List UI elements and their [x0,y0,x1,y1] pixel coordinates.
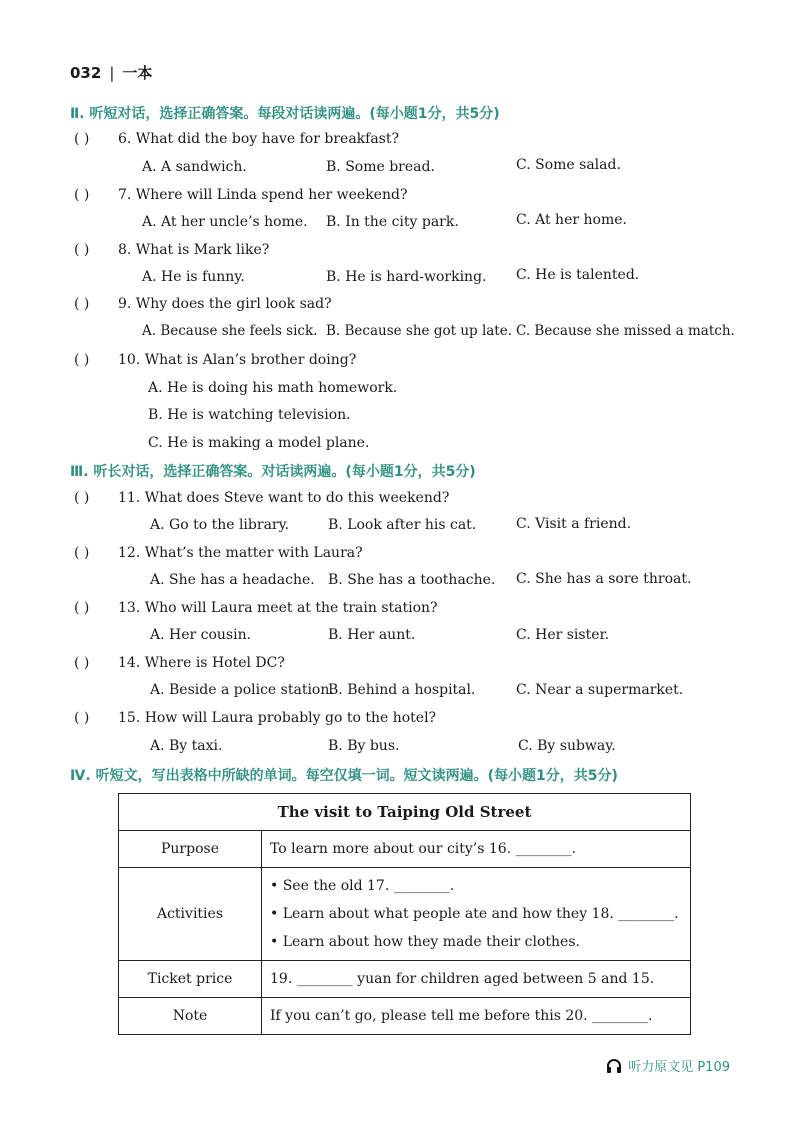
section-title-4: Ⅳ. 听短文，写出表格中所缺的单词。每空仅填一词。短文读两遍。(每小题1分，共5分) [70,768,618,784]
activity-3: • Learn about how they made their clothes. [270,934,580,950]
question-6: 6. What did the boy have for breakfast? [118,131,399,147]
activities-cell [262,868,691,961]
option-6b: B. Some bread. [326,159,435,175]
option-7b: B. In the city park. [326,214,459,230]
option-8a: A. He is funny. [142,269,245,285]
question-13: 13. Who will Laura meet at the train station? [118,600,438,616]
question-8: 8. What is Mark like? [118,242,270,258]
option-13b: B. Her aunt. [328,627,416,643]
activity-2[interactable]: • Learn about what people ate and how they 18. ________. [270,906,679,922]
option-11a: A. Go to the library. [150,517,290,533]
purpose-label: Purpose [119,831,262,868]
option-10b: B. He is watching television. [148,407,351,423]
section-title-3: Ⅲ. 听长对话，选择正确答案。对话读两遍。(每小题1分，共5分) [70,464,476,480]
option-12a: A. She has a headache. [150,572,315,588]
option-6c: C. Some salad. [516,157,621,173]
note-label: Note [119,998,262,1035]
option-14a: A. Beside a police station. [150,682,334,698]
page-header [70,62,152,83]
option-14b: B. Behind a hospital. [328,682,476,698]
page-number: 032 [70,64,102,82]
question-14: 14. Where is Hotel DC? [118,655,285,671]
option-6a: A. A sandwich. [142,159,247,175]
option-8b: B. He is hard-working. [326,269,487,285]
option-7c: C. At her home. [516,212,627,228]
answer-blank[interactable]: ( ) [74,242,90,258]
answer-blank[interactable]: ( ) [74,131,90,147]
option-15c: C. By subway. [518,738,616,754]
option-7a: A. At her uncle’s home. [142,214,308,230]
answer-blank[interactable]: ( ) [74,655,90,671]
option-13a: A. Her cousin. [150,627,252,643]
footer-reference [606,1056,730,1075]
section-title-2: Ⅱ. 听短对话，选择正确答案。每段对话读两遍。(每小题1分，共5分) [70,106,500,122]
headphones-icon [606,1058,622,1074]
option-11b: B. Look after his cat. [328,517,477,533]
option-11c: C. Visit a friend. [516,516,632,532]
brand-name: 一本 [122,64,153,82]
option-10c: C. He is making a model plane. [148,435,370,451]
question-9: 9. Why does the girl look sad? [118,296,332,312]
answer-blank[interactable]: ( ) [74,187,90,203]
question-12: 12. What’s the matter with Laura? [118,545,363,561]
option-10a: A. He is doing his math homework. [148,380,398,396]
option-9c: C. Because she missed a match. [516,323,735,339]
option-9a: A. Because she feels sick. [142,323,318,339]
question-15: 15. How will Laura probably go to the hotel? [118,710,437,726]
table-title: The visit to Taiping Old Street [119,794,691,831]
option-12b: B. She has a toothache. [328,572,496,588]
answer-blank[interactable]: ( ) [74,296,90,312]
option-14c: C. Near a supermarket. [516,682,684,698]
option-12c: C. She has a sore throat. [516,571,692,587]
question-7: 7. Where will Linda spend her weekend? [118,187,408,203]
answer-blank[interactable]: ( ) [74,710,90,726]
activity-1[interactable]: • See the old 17. ________. [270,878,455,894]
header-separator: | [109,64,115,82]
footer-text: 听力原文见 P109 [628,1060,730,1075]
purpose-text[interactable]: To learn more about our city’s 16. ________. [262,831,691,868]
activities-label: Activities [119,868,262,961]
option-15b: B. By bus. [328,738,400,754]
answer-blank[interactable]: ( ) [74,352,90,368]
note-text[interactable]: If you can’t go, please tell me before this 20. ________. [262,998,691,1035]
visit-table [118,793,691,1035]
question-11: 11. What does Steve want to do this weekend? [118,490,450,506]
option-13c: C. Her sister. [516,627,610,643]
option-8c: C. He is talented. [516,267,640,283]
option-9b: B. Because she got up late. [326,323,513,339]
answer-blank[interactable]: ( ) [74,545,90,561]
question-10: 10. What is Alan’s brother doing? [118,352,357,368]
answer-blank[interactable]: ( ) [74,600,90,616]
answer-blank[interactable]: ( ) [74,490,90,506]
ticket-price-text[interactable]: 19. ________ yuan for children aged between 5 and 15. [262,961,691,998]
option-15a: A. By taxi. [150,738,223,754]
ticket-price-label: Ticket price [119,961,262,998]
